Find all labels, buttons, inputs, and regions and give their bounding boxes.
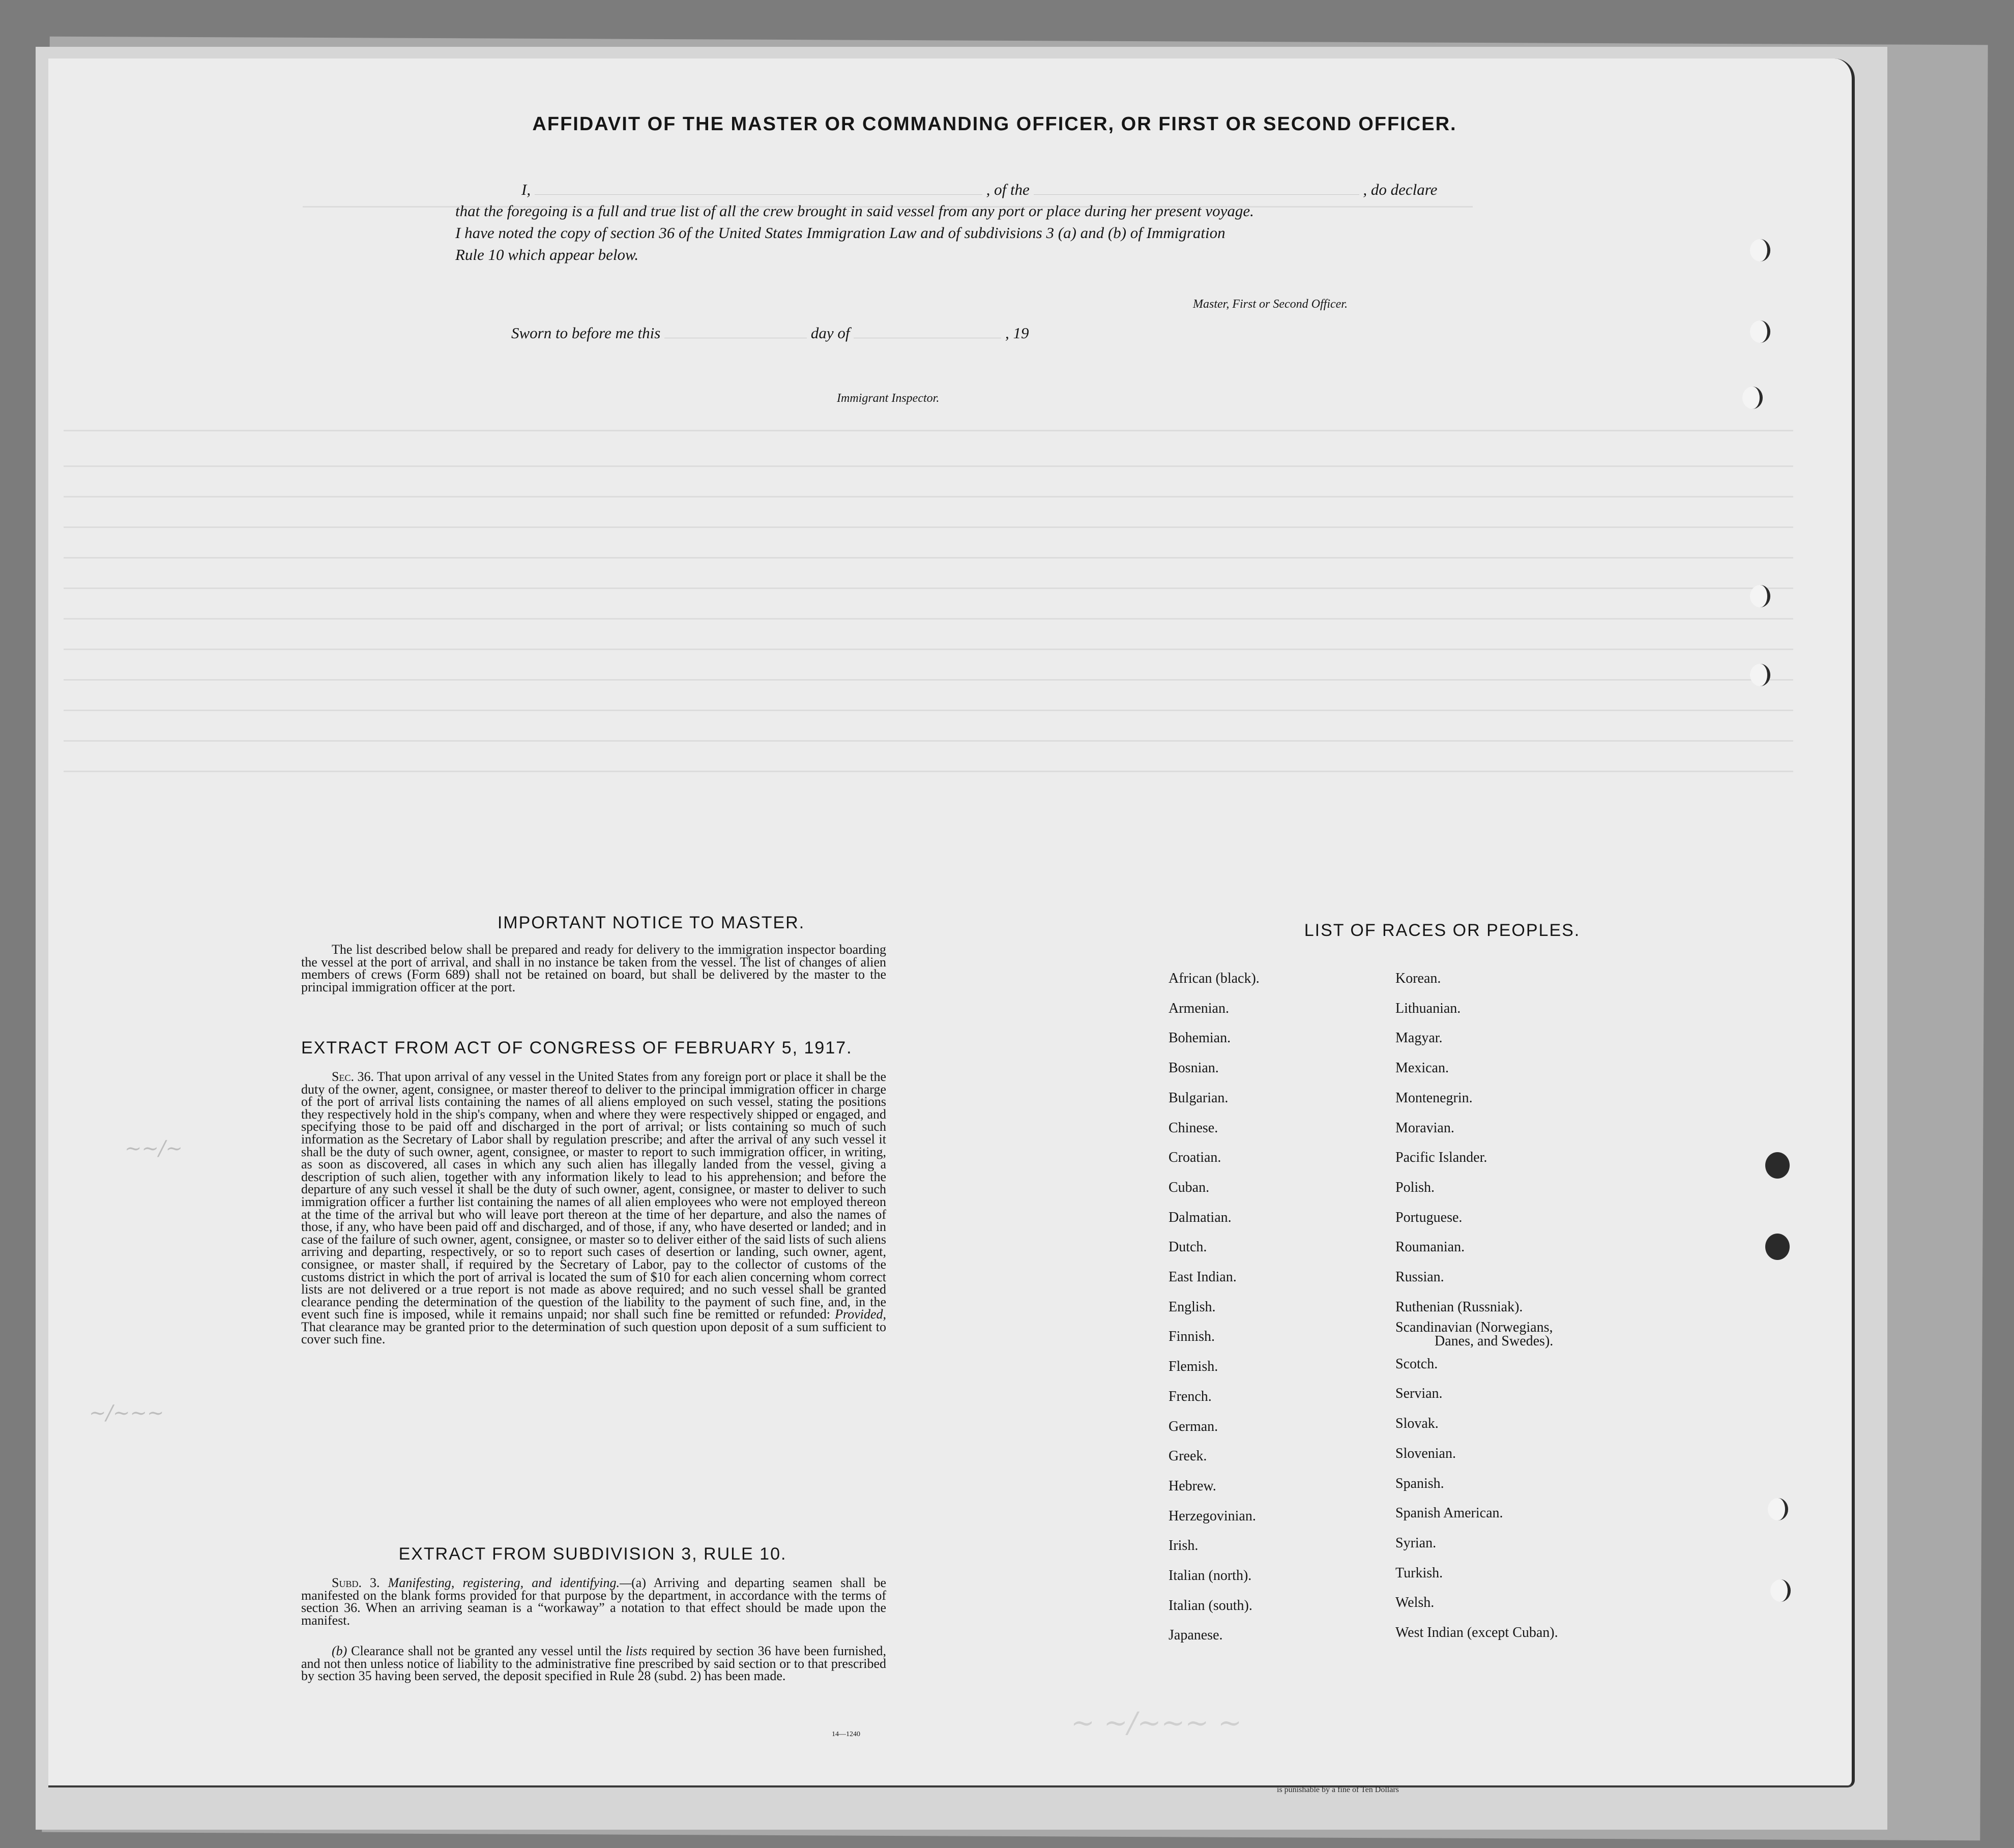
race-item: German. — [1169, 1418, 1218, 1434]
provided-word: Provided, — [835, 1307, 886, 1322]
race-item: Cuban. — [1169, 1179, 1210, 1195]
notice-title: IMPORTANT NOTICE TO MASTER. — [497, 913, 805, 932]
sworn-prefix: Sworn to before me this — [511, 324, 661, 342]
bleed-through-line — [64, 557, 1793, 559]
do-declare-label: , do declare — [1363, 181, 1438, 198]
race-item: Croatian. — [1169, 1150, 1221, 1166]
race-item: Japanese. — [1169, 1627, 1223, 1644]
section-36-text — [301, 1071, 886, 1346]
race-item: Dalmatian. — [1169, 1209, 1232, 1225]
bleed-through-line — [64, 740, 1793, 742]
sworn-year: , 19 — [1005, 324, 1029, 342]
subd-heading: Manifesting, registering, and identifying.— — [388, 1575, 632, 1590]
bleed-through-line — [64, 588, 1793, 589]
declarant-prefix: I, — [521, 181, 531, 198]
race-item: Spanish American. — [1395, 1505, 1503, 1521]
race-item: Welsh. — [1395, 1595, 1435, 1611]
bleed-through-line — [64, 649, 1793, 650]
sworn-day-of: day of — [810, 324, 850, 342]
bleed-through-line — [64, 465, 1793, 467]
race-item: English. — [1169, 1299, 1216, 1315]
sworn-day-blank — [664, 325, 807, 338]
race-item: Turkish. — [1395, 1565, 1443, 1581]
race-item: Finnish. — [1169, 1329, 1215, 1345]
subd-b-body-1: Clearance shall not be granted any vessel until the — [351, 1644, 622, 1658]
race-item: Portuguese. — [1395, 1209, 1463, 1225]
bleed-through-line — [64, 526, 1793, 528]
race-item: Herzegovinian. — [1169, 1508, 1256, 1524]
subd-b-label: (b) — [332, 1644, 347, 1658]
subdivision-a-text — [301, 1577, 886, 1627]
race-item: Montenegrin. — [1395, 1090, 1473, 1106]
handwriting-mark: ~/~~~ — [89, 1401, 164, 1425]
subd-b-body-2: required by section 36 have been furnished, and not then unless notice of liability to the administrative fine prescribed by said section or to that prescribed by section 35 having been served, the deposit specified in Rule 28 (subd. 2) has been made. — [301, 1644, 886, 1684]
race-item: Irish. — [1169, 1538, 1199, 1554]
race-item: Scandinavian (Norwegians, — [1395, 1319, 1553, 1335]
section-label: Sec. 36. — [332, 1069, 374, 1084]
of-the-label: , of the — [986, 181, 1030, 198]
punch-hole — [1742, 387, 1763, 409]
race-item: Italian (north). — [1169, 1568, 1252, 1583]
punch-hole — [1750, 585, 1770, 607]
race-item: Servian. — [1395, 1386, 1443, 1402]
sworn-month-blank — [854, 325, 1001, 338]
race-item: Lithuanian. — [1395, 1000, 1461, 1016]
subd-b-lists: lists — [626, 1644, 647, 1658]
bleed-through-line — [64, 430, 1793, 431]
race-item: Spanish. — [1395, 1475, 1444, 1491]
race-item: Italian (south). — [1169, 1597, 1252, 1614]
race-item: Bohemian. — [1169, 1030, 1231, 1046]
race-item: Bulgarian. — [1169, 1090, 1229, 1106]
race-item: Roumanian. — [1395, 1239, 1465, 1255]
declaration-line-4: Rule 10 which appear below. — [455, 246, 639, 263]
race-item: Russian. — [1395, 1269, 1444, 1285]
race-item: Korean. — [1395, 971, 1441, 986]
notice-body: The list described below shall be prepared and ready for delivery to the immigration inspector boarding the vessel at the port of arrival, and shall in no instance be taken from the vessel. The list of changes of alien members of crews (Form 689) shall not be retained on board, but shall be delivered by the master to the principal immigration officer at the port. — [301, 942, 886, 994]
race-item: African (black). — [1169, 971, 1260, 986]
race-item: Scotch. — [1395, 1356, 1438, 1372]
binding-hole — [1765, 1234, 1790, 1260]
bleed-through-line — [64, 679, 1793, 681]
subd-label: Subd. 3. — [332, 1575, 380, 1590]
bleed-through-line — [64, 710, 1793, 711]
handwriting-mark: ~ ~/~~~ ~ — [1071, 1707, 1242, 1740]
master-signature-label: Master, First or Second Officer. — [1193, 298, 1348, 311]
bleed-through-line — [64, 618, 1793, 620]
race-item: Chinese. — [1169, 1120, 1218, 1136]
race-item: Moravian. — [1395, 1120, 1454, 1136]
bottom-strip-text: is punishable by a fine of Ten Dollars — [1277, 1785, 1399, 1794]
race-item: Bosnian. — [1169, 1060, 1219, 1076]
section-36-body-end: That clearance may be granted prior to the determination of such question upon deposit of a sum sufficient to cover such fine. — [301, 1319, 886, 1347]
binding-hole — [1765, 1152, 1790, 1179]
punch-hole — [1750, 239, 1770, 261]
section-36-body: That upon arrival of any vessel in the United States from any foreign port or place it shall be the duty of the owner, agent, consignee, or master thereof to deliver to the principal immigration officer in charge of the port of arrival lists containing the names of all aliens employed on such vessel, stating the positions they respectively hold in the ship's company, when and where they were respectively shipped or engaged, and specifying those to be paid off and discharged in the port of arrival; or lists containing so much of such information as the Secretary of Labor shall by regulation prescribe; and after the arrival of any such vessel it shall be the duty of such owner, agent, consignee, or master to report to such immigration officer, in writing, as soon as discovered, all cases in which any such alien has illegally landed from the vessel, giving a description of such alien, together with any information likely to lead to his apprehension; and before the departure of any such vessel it shall be the duty of such owner, agent, consignee, or master to deliver to such immigration officer a further list containing the names of all alien employees who were not employed thereon at the time of the arrival but who will leave port thereon at the time of her departure, and also the names of those, if any, who have been paid off and discharged, and of those, if any, who have deserted or landed; and in case of the failure of such owner, agent, consignee, or master so to deliver either of the said lists of such aliens arriving and departing, respectively, or so to report such cases of desertion or landing, such owner, agent, consignee, or master shall, if required by the Secretary of Labor, pay to the collector of customs of the customs district in which the port of arrival is located the sum of $10 for each alien concerning whom correct lists are not delivered or a true report is not made as above required; and no such vessel shall be granted clearance pending the determination of the question of the liability to the payment of such fine, and, in the event such fine is imposed, while it remains unpaid; nor shall such fine be remitted or refunded: — [301, 1069, 887, 1322]
race-item: Hebrew. — [1169, 1478, 1216, 1494]
declaration-line-2: that the foregoing is a full and true list of all the crew brought in said vessel from any port or place during her present voyage. — [455, 202, 1254, 220]
declarant-name-blank — [535, 181, 982, 195]
punch-hole — [1750, 320, 1770, 343]
subdivision-b-text — [301, 1645, 886, 1683]
punch-hole — [1750, 664, 1770, 686]
subd-a-label: (a) — [631, 1575, 646, 1590]
race-item: French. — [1169, 1388, 1212, 1404]
punch-hole — [1768, 1498, 1788, 1520]
race-item: Mexican. — [1395, 1060, 1449, 1076]
race-item: Slovak. — [1395, 1416, 1439, 1432]
race-item: Slovenian. — [1395, 1445, 1456, 1461]
sworn-line — [511, 324, 1029, 342]
immigrant-inspector-label: Immigrant Inspector. — [837, 392, 940, 405]
declaration-line-1 — [455, 181, 1488, 199]
form-number: 14—1240 — [832, 1730, 860, 1738]
document-page — [48, 58, 1855, 1787]
bleed-through-line — [64, 771, 1793, 772]
declaration-line-3: I have noted the copy of section 36 of the United States Immigration Law and of subdivisions 3 (a) and (b) of Immigration — [455, 224, 1225, 242]
race-item: Danes, and Swedes). — [1435, 1333, 1554, 1349]
race-item: Syrian. — [1395, 1535, 1437, 1551]
affidavit-title: AFFIDAVIT OF THE MASTER OR COMMANDING OFFICER, OR FIRST OR SECOND OFFICER. — [532, 113, 1457, 135]
race-item: Ruthenian (Russniak). — [1395, 1299, 1523, 1315]
race-item: Armenian. — [1169, 1000, 1229, 1016]
races-list-title: LIST OF RACES OR PEOPLES. — [1304, 921, 1581, 940]
race-item: East Indian. — [1169, 1269, 1237, 1285]
punch-hole — [1770, 1579, 1791, 1602]
race-item: Polish. — [1395, 1179, 1435, 1195]
extract-act-title: EXTRACT FROM ACT OF CONGRESS OF FEBRUARY 5, 1917. — [301, 1038, 853, 1058]
vessel-name-blank — [1034, 181, 1359, 195]
handwriting-mark: ~~/~ — [125, 1137, 183, 1160]
subd-a-body: Arriving and departing seamen shall be manifested on the blank forms provided for that purpose by the department, in accordance with the terms of section 36. When an arriving seaman is a “workaway” a notation to that effect should be made upon the manifest. — [301, 1575, 887, 1628]
race-item: Pacific Islander. — [1395, 1150, 1487, 1166]
race-item: Dutch. — [1169, 1239, 1207, 1255]
race-item: Flemish. — [1169, 1359, 1218, 1375]
bleed-through-line — [64, 496, 1793, 497]
race-item: Magyar. — [1395, 1030, 1443, 1046]
extract-rule-title: EXTRACT FROM SUBDIVISION 3, RULE 10. — [398, 1544, 787, 1564]
race-item: Greek. — [1169, 1448, 1207, 1464]
race-item: West Indian (except Cuban). — [1395, 1625, 1558, 1640]
